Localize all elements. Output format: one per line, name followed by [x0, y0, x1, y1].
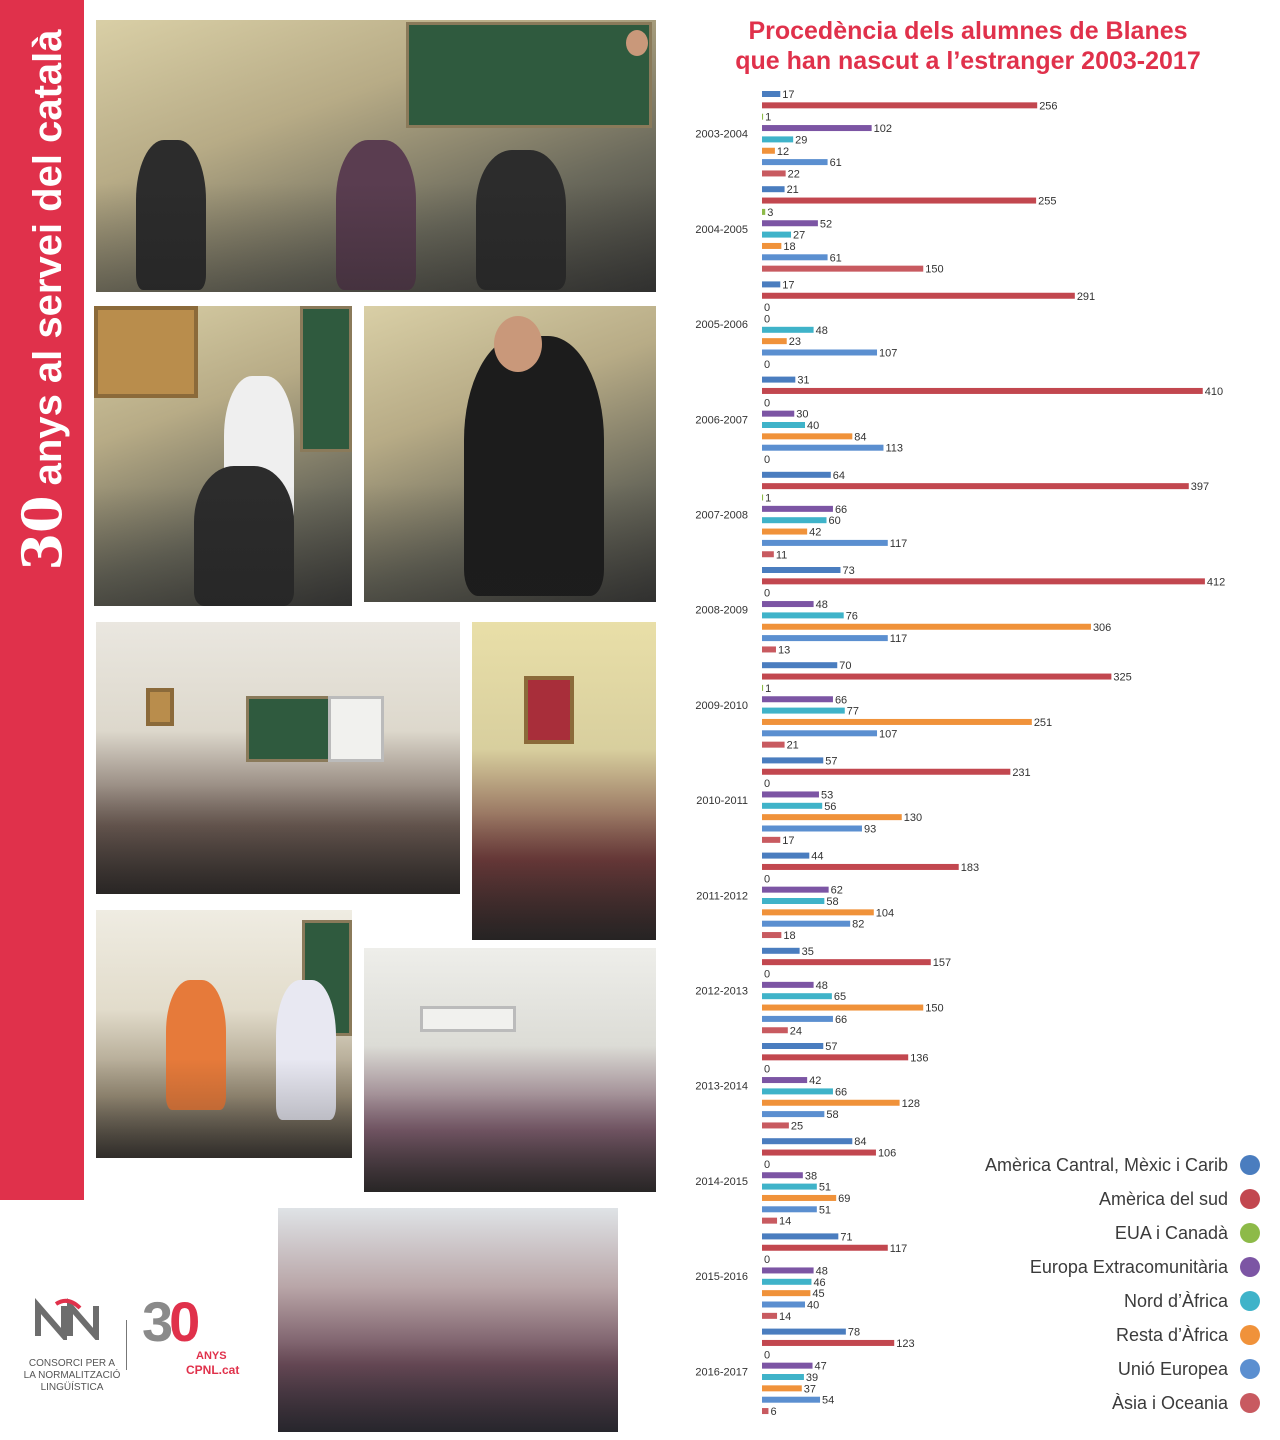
category-label: 2016-2017: [695, 1366, 748, 1379]
bar: [762, 1088, 833, 1094]
bar: [762, 1138, 852, 1144]
category-label: 2004-2005: [695, 223, 748, 236]
classroom-photo: [96, 622, 460, 894]
bar: [762, 887, 829, 893]
data-label: 14: [779, 1310, 792, 1323]
data-label: 73: [842, 565, 855, 577]
data-label: 46: [813, 1276, 826, 1289]
data-label: 66: [834, 694, 848, 707]
data-label: 48: [815, 599, 828, 612]
cpnl-30-three: 3: [142, 1290, 170, 1353]
data-label: 37: [803, 1383, 817, 1396]
legend-item: [1030, 1254, 1260, 1280]
bar: [762, 495, 763, 501]
legend-label: EUA i Canadà: [1114, 1223, 1228, 1243]
legend-label: Amèrica del sud: [1098, 1189, 1228, 1209]
legend-swatch: [1240, 1291, 1260, 1311]
bar: [762, 757, 823, 763]
legend-item: [1124, 1288, 1260, 1314]
data-label: 56: [824, 800, 837, 813]
bar: [762, 624, 1091, 630]
category-label: 2012-2013: [695, 985, 748, 998]
category-label: 2005-2006: [695, 319, 748, 332]
classroom-photo: [94, 306, 352, 606]
category-label: 2003-2004: [695, 128, 748, 141]
bar: [762, 266, 923, 272]
bar: [762, 198, 1036, 204]
bar: [762, 125, 872, 131]
chart-title-line: Procedència dels alumnes de Blanes: [748, 17, 1188, 45]
bar: [762, 1016, 833, 1022]
data-label: 61: [829, 157, 842, 170]
data-label: 13: [777, 644, 791, 657]
chart-title-line: que han nascut a l’estranger 2003-2017: [735, 47, 1201, 75]
org-line: LINGÜÍSTICA: [40, 1382, 104, 1393]
bar: [762, 685, 763, 691]
data-label: 0: [764, 1254, 771, 1267]
bar: [762, 719, 1032, 725]
category-label: 2007-2008: [695, 509, 748, 522]
category-label: 2014-2015: [695, 1175, 748, 1188]
data-label: 12: [776, 145, 790, 158]
bar: [762, 993, 832, 999]
bar: [762, 826, 862, 832]
bar: [762, 102, 1037, 108]
bar: [762, 1206, 817, 1212]
bar: [762, 814, 902, 820]
legend-item: [1112, 1390, 1260, 1416]
banner-number: 30: [10, 495, 74, 571]
classroom-photo: [96, 910, 352, 1158]
logo-panel: [0, 1200, 280, 1440]
bar: [762, 1122, 789, 1128]
bar: [762, 1027, 788, 1033]
legend-item: [1116, 1322, 1260, 1348]
bar: [762, 1313, 777, 1319]
banner-text: [12, 20, 72, 580]
data-label: 0: [764, 1063, 771, 1076]
data-label: 136: [910, 1052, 929, 1065]
data-label: 117: [889, 633, 908, 646]
bar: [762, 1340, 894, 1346]
cpnl-org-name: [22, 1358, 122, 1394]
bar: [762, 1385, 802, 1391]
data-label: 21: [786, 739, 799, 752]
data-label: 325: [1113, 671, 1132, 684]
bar: [762, 254, 828, 260]
bar: [762, 1279, 811, 1285]
data-label: 84: [854, 431, 867, 444]
bar: [762, 232, 791, 238]
data-label: 251: [1033, 716, 1053, 729]
data-label: 62: [830, 884, 843, 897]
data-label: 66: [834, 1086, 848, 1099]
bar: [762, 377, 795, 383]
data-label: 42: [809, 526, 822, 539]
cpnl-30-logo: [142, 1292, 252, 1352]
bar: [762, 186, 785, 192]
bar: [762, 1195, 836, 1201]
bar: [762, 1172, 803, 1178]
data-label: 77: [846, 705, 860, 718]
data-label: 71: [840, 1231, 853, 1244]
data-label: 27: [793, 229, 806, 242]
bar: [762, 411, 794, 417]
data-label: 51: [818, 1204, 832, 1217]
bar: [762, 551, 774, 557]
bar: [762, 791, 819, 797]
chart-title: [676, 16, 1260, 76]
bar: [762, 1184, 817, 1190]
data-label: 23: [788, 336, 801, 349]
data-label: 51: [818, 1181, 832, 1194]
legend-item: [1099, 1186, 1260, 1212]
data-label: 157: [932, 957, 952, 970]
classroom-photo: [96, 20, 656, 292]
bar: [762, 674, 1111, 680]
data-label: 291: [1076, 290, 1096, 303]
data-label: 3: [767, 206, 774, 219]
data-label: 21: [786, 184, 799, 197]
data-label: 150: [925, 263, 944, 276]
bar: [762, 898, 824, 904]
legend-label: Àsia i Oceania: [1111, 1393, 1228, 1413]
org-line: CONSORCI PER A: [28, 1358, 116, 1369]
legend-swatch: [1240, 1359, 1260, 1379]
data-label: 48: [815, 979, 828, 992]
legend-label: Amèrica Cantral, Mèxic i Carib: [984, 1155, 1228, 1175]
data-label: 66: [834, 1013, 848, 1026]
bar: [762, 635, 888, 641]
data-label: 106: [877, 1147, 897, 1160]
data-label: 231: [1012, 766, 1031, 779]
legend-label: Resta d’Àfrica: [1115, 1325, 1228, 1345]
data-label: 44: [811, 850, 824, 863]
bar: [762, 114, 763, 120]
data-label: 183: [960, 861, 980, 874]
bar: [762, 1233, 838, 1239]
bar: [762, 1218, 777, 1224]
bar: [762, 696, 833, 702]
bar: [762, 350, 877, 356]
data-label: 52: [819, 218, 833, 231]
data-label: 123: [896, 1337, 915, 1350]
group-photo: [278, 1208, 618, 1432]
category-label: 2010-2011: [696, 795, 748, 808]
bar: [762, 948, 800, 954]
legend-item: [1115, 1220, 1260, 1246]
bar: [762, 281, 780, 287]
bar: [762, 803, 822, 809]
bar: [762, 1290, 810, 1296]
bar: [762, 388, 1203, 394]
bar: [762, 1363, 813, 1369]
data-label: 58: [826, 896, 839, 908]
data-label: 45: [812, 1288, 825, 1301]
legend-swatch: [1240, 1325, 1260, 1345]
bar: [762, 170, 786, 176]
bar: [762, 148, 775, 154]
category-label: 2009-2010: [695, 699, 748, 712]
data-label: 0: [764, 587, 771, 600]
legend-label: Unió Europea: [1117, 1359, 1228, 1379]
category-label: 2008-2009: [695, 604, 748, 617]
bar: [762, 646, 776, 652]
data-label: 107: [879, 728, 898, 741]
cpnl-30-zero: 0: [169, 1290, 197, 1353]
bar: [762, 612, 844, 618]
chart-legend: [880, 1152, 1270, 1432]
bar: [762, 769, 1010, 775]
data-label: 57: [825, 1041, 838, 1053]
data-label: 31: [797, 374, 810, 387]
data-label: 113: [885, 442, 904, 455]
bar: [762, 136, 793, 142]
bar: [762, 1054, 908, 1060]
data-label: 412: [1206, 576, 1226, 589]
bar: [762, 506, 833, 512]
data-label: 256: [1039, 100, 1058, 113]
bar: [762, 159, 828, 165]
bar: [762, 1005, 923, 1011]
data-label: 47: [814, 1360, 827, 1373]
data-label: 42: [809, 1075, 822, 1088]
data-label: 57: [825, 755, 838, 768]
data-label: 69: [838, 1192, 851, 1205]
data-label: 150: [925, 1002, 944, 1015]
bar: [762, 959, 931, 965]
data-label: 102: [873, 123, 893, 136]
bar: [762, 1077, 807, 1083]
data-label: 76: [845, 610, 858, 623]
data-label: 39: [805, 1372, 819, 1384]
data-label: 128: [901, 1097, 920, 1110]
data-label: 58: [826, 1109, 839, 1122]
data-label: 35: [801, 945, 814, 958]
data-label: 78: [847, 1326, 861, 1339]
data-label: 397: [1190, 481, 1210, 494]
banner-caption: anys al servei del català: [26, 29, 70, 486]
data-label: 117: [889, 1242, 908, 1255]
bar: [762, 472, 831, 478]
bar: [762, 483, 1189, 489]
data-label: 60: [828, 515, 841, 528]
bar: [762, 243, 781, 249]
bar: [762, 1150, 876, 1156]
bar: [762, 91, 780, 97]
data-label: 0: [764, 454, 771, 467]
data-label: 0: [764, 302, 771, 315]
legend-swatch: [1240, 1257, 1260, 1277]
data-label: 53: [820, 789, 834, 802]
bar: [762, 932, 781, 938]
bar: [762, 517, 827, 523]
data-label: 0: [764, 1349, 771, 1362]
bar: [762, 921, 850, 927]
data-label: 117: [889, 537, 908, 550]
legend-label: Nord d’Àfrica: [1123, 1291, 1228, 1311]
data-label: 410: [1204, 385, 1224, 398]
classroom-photo: [364, 306, 656, 602]
data-label: 18: [783, 240, 796, 253]
legend-swatch: [1240, 1155, 1260, 1175]
data-label: 17: [782, 279, 795, 292]
data-label: 18: [783, 930, 796, 943]
bar: [762, 853, 809, 859]
bar: [762, 662, 837, 668]
bar: [762, 1329, 846, 1335]
org-line: LA NORMALITZACIÓ: [23, 1370, 121, 1381]
data-label: 0: [764, 873, 771, 886]
cpnl-anys: ANYS: [196, 1350, 227, 1362]
bar: [762, 1302, 805, 1308]
data-label: 30: [796, 408, 809, 421]
data-label: 38: [804, 1170, 818, 1183]
data-label: 82: [852, 918, 865, 931]
data-label: 14: [779, 1215, 792, 1228]
legend-swatch: [1240, 1223, 1260, 1243]
data-label: 11: [775, 549, 788, 562]
bar: [762, 1245, 888, 1251]
bar: [762, 742, 785, 748]
bar: [762, 909, 874, 915]
data-label: 66: [834, 503, 848, 516]
data-label: 104: [875, 907, 895, 920]
data-label: 1: [765, 111, 772, 124]
data-label: 84: [854, 1136, 867, 1149]
data-label: 0: [764, 397, 771, 410]
logo-divider: [126, 1320, 127, 1370]
data-label: 0: [764, 1158, 771, 1171]
category-label: 2013-2014: [695, 1080, 748, 1093]
bar: [762, 982, 814, 988]
data-label: 0: [764, 778, 771, 791]
legend-swatch: [1240, 1189, 1260, 1209]
bar: [762, 529, 807, 535]
data-label: 64: [832, 469, 846, 482]
data-label: 61: [829, 252, 842, 265]
data-label: 306: [1092, 621, 1112, 634]
data-label: 17: [782, 89, 795, 101]
data-label: 255: [1038, 195, 1057, 208]
data-label: 40: [807, 1299, 820, 1312]
data-label: 54: [822, 1394, 835, 1407]
data-label: 6: [770, 1406, 777, 1419]
bar: [762, 837, 780, 843]
bar: [762, 1267, 814, 1273]
bar: [762, 220, 818, 226]
legend-swatch: [1240, 1393, 1260, 1413]
category-label: 2015-2016: [695, 1271, 748, 1284]
bar: [762, 293, 1075, 299]
data-label: 40: [807, 420, 820, 432]
data-label: 0: [764, 313, 771, 326]
classroom-photo: [364, 948, 656, 1192]
data-label: 29: [795, 134, 808, 147]
bar: [762, 433, 852, 439]
bar: [762, 422, 805, 428]
data-label: 1: [765, 492, 772, 505]
bar: [762, 1397, 820, 1403]
bar: [762, 1111, 824, 1117]
bar: [762, 1374, 804, 1380]
category-label: 2011-2012: [696, 890, 748, 903]
bar: [762, 578, 1205, 584]
bar: [762, 338, 787, 344]
data-label: 70: [839, 660, 852, 673]
bar: [762, 1408, 768, 1414]
bar: [762, 567, 840, 573]
bar: [762, 1100, 900, 1106]
legend-label: Europa Extracomunitària: [1029, 1257, 1228, 1277]
data-label: 22: [787, 168, 800, 181]
bar: [762, 864, 959, 870]
data-label: 130: [903, 812, 923, 825]
bar: [762, 1043, 823, 1049]
classroom-photo: [472, 622, 656, 940]
data-label: 1: [765, 682, 772, 695]
data-label: 24: [789, 1025, 803, 1038]
category-label: 2006-2007: [695, 414, 748, 427]
cpnl-logo-icon: [34, 1298, 104, 1340]
bar: [762, 730, 877, 736]
bar: [762, 708, 845, 714]
bar: [762, 209, 765, 215]
bar: [762, 540, 888, 546]
legend-item: [985, 1152, 1260, 1178]
data-label: 48: [815, 1265, 828, 1278]
data-label: 65: [833, 991, 847, 1004]
data-label: 17: [782, 834, 795, 847]
data-label: 107: [879, 347, 898, 360]
data-label: 48: [815, 324, 828, 337]
cpnl-site: CPNL.cat: [186, 1363, 240, 1377]
bar: [762, 327, 814, 333]
legend-item: [1118, 1356, 1260, 1382]
data-label: 25: [790, 1120, 804, 1133]
data-label: 0: [764, 358, 771, 371]
data-label: 0: [764, 968, 771, 981]
bar: [762, 445, 883, 451]
data-label: 93: [863, 823, 877, 836]
bar: [762, 601, 814, 607]
